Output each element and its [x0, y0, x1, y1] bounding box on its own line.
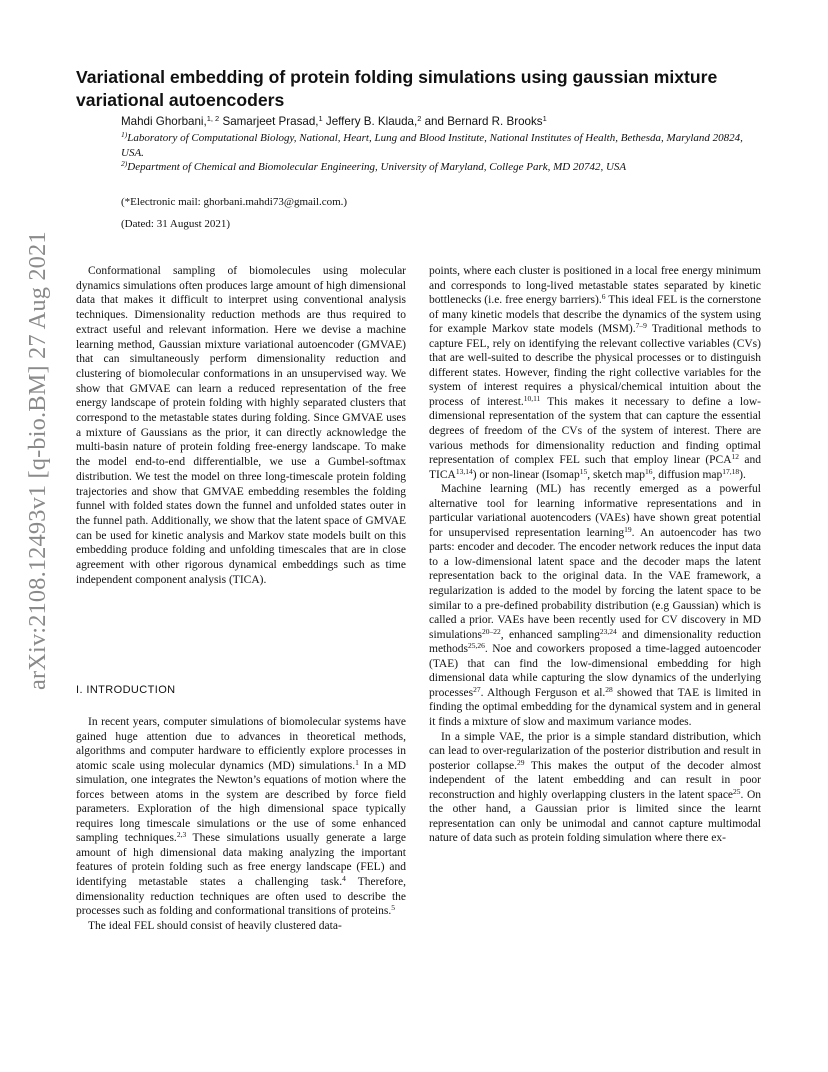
arxiv-identifier-stamp [20, 231, 51, 690]
citation-superscript: 13,14 [455, 466, 473, 476]
citation-superscript: 19 [624, 524, 632, 534]
citation-superscript: 6 [601, 292, 606, 302]
affiliation-text: Laboratory of Computational Biology, National, Heart, Lung and Blood Institute, National Institutes of Health, Bethesda, Maryland 20824, USA. [121, 132, 743, 159]
section-heading-introduction: I. INTRODUCTION [76, 684, 176, 696]
body-paragraph: In a simple VAE, the prior is a simple standard distribution, which can lead to over-regularization of the posterior distribution and result in posterior collapse.$^{29}$ This makes the output of the decoder almost independent of the latent embedding and can result in poor reconstruction and highly overlapping clusters in the latent space$^{25}$. On the other hand, a Gaussian prior is limited since the learnt representation can only be unimodal and cannot capture multimodal nature of data such as protein folding simulation where there ex- [429, 730, 761, 845]
body-paragraph: points, where each cluster is positioned in a local free energy minimum and corresponds to long-lived metastable states separated by kinetic bottlenecks (i.e. free energy barriers).$^6$ This ideal FEL is the cornerstone of many kinetic models that describe the dynamics of the system using for example Markov state models (MSM).$^{7-9}$ Traditional methods to capture FEL, rely on identifying the relevant collective variables (CVs) that are well-suited to describe the physical processes or to distinguish different states. However, finding the right collective variables for the system of interest requires a physical/chemical intuition about the process of interest.$^{10,11}$ This makes it necessary to define a low-dimensional representation of the system that can capture the essential degrees of freedom of the CVs of the system of interest. There are various methods for dimensionality reduction and finding optimal representation of complex FEL such that employ linear (PCA$^{12}$ and TICA$^{13,14}$) or non-linear (Isomap$^{15}$, sketch map$^{16}$, diffusion map$^{17,18}$). [429, 265, 762, 481]
affiliation-1 [121, 131, 761, 161]
abstract: Conformational sampling of biomolecules using molecular dynamics simulations often produces large amount of high dimensional data that makes it difficult to interpret using conventional analysis techniques. Dimensionality reduction methods are thus required to extract useful and relevant information. Here we devise a machine learning method, Gaussian mixture variational autoencoder (GMVAE) that can simultaneously perform dimensionality reduction and clustering of biomolecular conformations in an unsupervised way. We show that GMVAE can learn a reduced representation of the free energy landscape of protein folding with highly separated clusters that correspond to the metastable states during folding. Since GMVAE uses a mixture of Gaussians as the prior, it can directly acknowledge the multi-basin nature of protein folding free-energy landscape. To make the model end-to-end differentialble, we use a Gumbel-softmax distribution. We test the model on three long-timescale protein folding trajectories and show that GMVAE embedding resembles the folding funnel with folded states down the funnel and unfolded states outer in the funnel path. Additionally, we show that the latent space of GMVAE can be used for kinetic analysis and Markov state models built on this embedding produce folding and unfolding timescales that are in close agreement with other rigorous dynamical embeddings such as time independent component analysis (TICA). [76, 265, 406, 586]
body-paragraph: The ideal FEL should consist of heavily clustered data- [88, 919, 342, 932]
corresponding-email: (*Electronic mail: ghorbani.mahdi73@gmail.com.) [121, 196, 348, 208]
citation-superscript: 15 [579, 466, 588, 476]
citation-superscript: 16 [645, 466, 653, 476]
author-name: Bernard R. Brooks [447, 115, 543, 128]
body-paragraph: In recent years, computer simulations of biomolecular systems have gained huge attention due to advances in theoretical methods, algorithms and computer hardware to efficiently explore processes in atomic scale using molecular dynamics (MD) simulations.$^1$ In a MD simulation, one integrates the Newton’s equations of motion where the forces between atoms in the system are described by force field parameters. Exploration of the high dimensional space typically requires long timescale simulations or the use of some enhanced sampling techniques.$^{2,3}$ These simulations usually generate a large amount of high dimensional data making analyzing the important features of protein folding such as free energy landscape (FEL) and identifying metastable states a challenging task.$^4$ Therefore, dimensionality reduction techniques are often used to describe the processes such as folding and conformational transitions of proteins.$^5$ [76, 716, 407, 918]
intro-left-column [76, 715, 406, 933]
affiliation-mark: 1) [121, 130, 128, 139]
author-name: Samarjeet Prasad, [222, 115, 319, 128]
citation-superscript: 28 [605, 684, 613, 694]
citation-superscript: 23,24 [599, 626, 617, 636]
citation-superscript: 20–22 [482, 626, 501, 636]
citation-superscript: 5 [391, 903, 395, 913]
affiliation-mark: 2) [121, 159, 128, 168]
affiliation-2 [121, 160, 761, 175]
citation-superscript: 1 [355, 757, 359, 767]
citation-superscript: 10,11 [523, 393, 541, 403]
citation-superscript: 2,3 [176, 830, 187, 840]
author-affiliation-mark: 1, 2 [206, 114, 220, 123]
author-list: Mahdi Ghorbani,$^{1, 2}$ Samarjeet Prasad,$^1$ Jeffery B. Klauda,$^2$ and Bernard R. Brooks$^1$ [121, 114, 547, 128]
intro-right-column [429, 264, 761, 846]
arxiv-identifier-text: arXiv:2108.12493v1 [q-bio.BM] 27 Aug 2021 [24, 231, 51, 690]
citation-superscript: 12 [731, 452, 740, 462]
affiliation-text: Department of Chemical and Biomolecular Engineering, University of Maryland, College Park, MD 20742, USA [127, 161, 627, 173]
author-name: Jeffery B. Klauda, [325, 115, 418, 128]
citation-superscript: 25,26 [467, 641, 485, 651]
author-affiliation-mark: 1 [542, 114, 547, 123]
paper-title: Variational embedding of protein folding simulations using gaussian mixture variational autoencoders [76, 67, 718, 110]
author-name: Mahdi Ghorbani, [121, 115, 207, 128]
citation-superscript: 17,18 [722, 466, 740, 476]
citation-superscript: 7–9 [635, 321, 647, 331]
citation-superscript: 25 [733, 786, 741, 796]
citation-superscript: 29 [517, 757, 525, 767]
citation-superscript: 4 [342, 874, 346, 884]
body-paragraph: Machine learning (ML) has recently emerged as a powerful alternative tool for learning informative representations and in particular variational auotencoders (VAEs) have shown great potential for unsupervised representation learning$^{19}$. An autoencoder has two parts: encoder and decoder. The encoder network reduces the input data to a low-dimensional latent space and the decoder maps the latent representation back to the original data. In the VAE framework, a regularization is added to the model by forcing the latent space to be similar to a pre-defined probability distribution (e.g Gaussian) which is called a prior. VAEs have been recently used for CV discovery in MD simulations$^{20-22}$, enhanced sampling$^{23,24}$ and dimensionality reduction methods$^{25,26}$. Noe and coworkers proposed a time-lagged autoencoder (TAE) that can find the low-dimensional embedding for high dimensional data while capturing the slow dynamics of the underlying processes$^{27}$. Although Ferguson et al.$^{28}$ showed that TAE is limited in finding the optimal embedding for the dynamical system and in general it finds a mixture of slow and maximum variance modes. [429, 483, 761, 728]
citation-superscript: 27 [473, 684, 481, 694]
author-affiliation-mark: 2 [417, 114, 422, 123]
author-affiliation-mark: 1 [318, 114, 323, 123]
date-line: (Dated: 31 August 2021) [121, 218, 231, 230]
